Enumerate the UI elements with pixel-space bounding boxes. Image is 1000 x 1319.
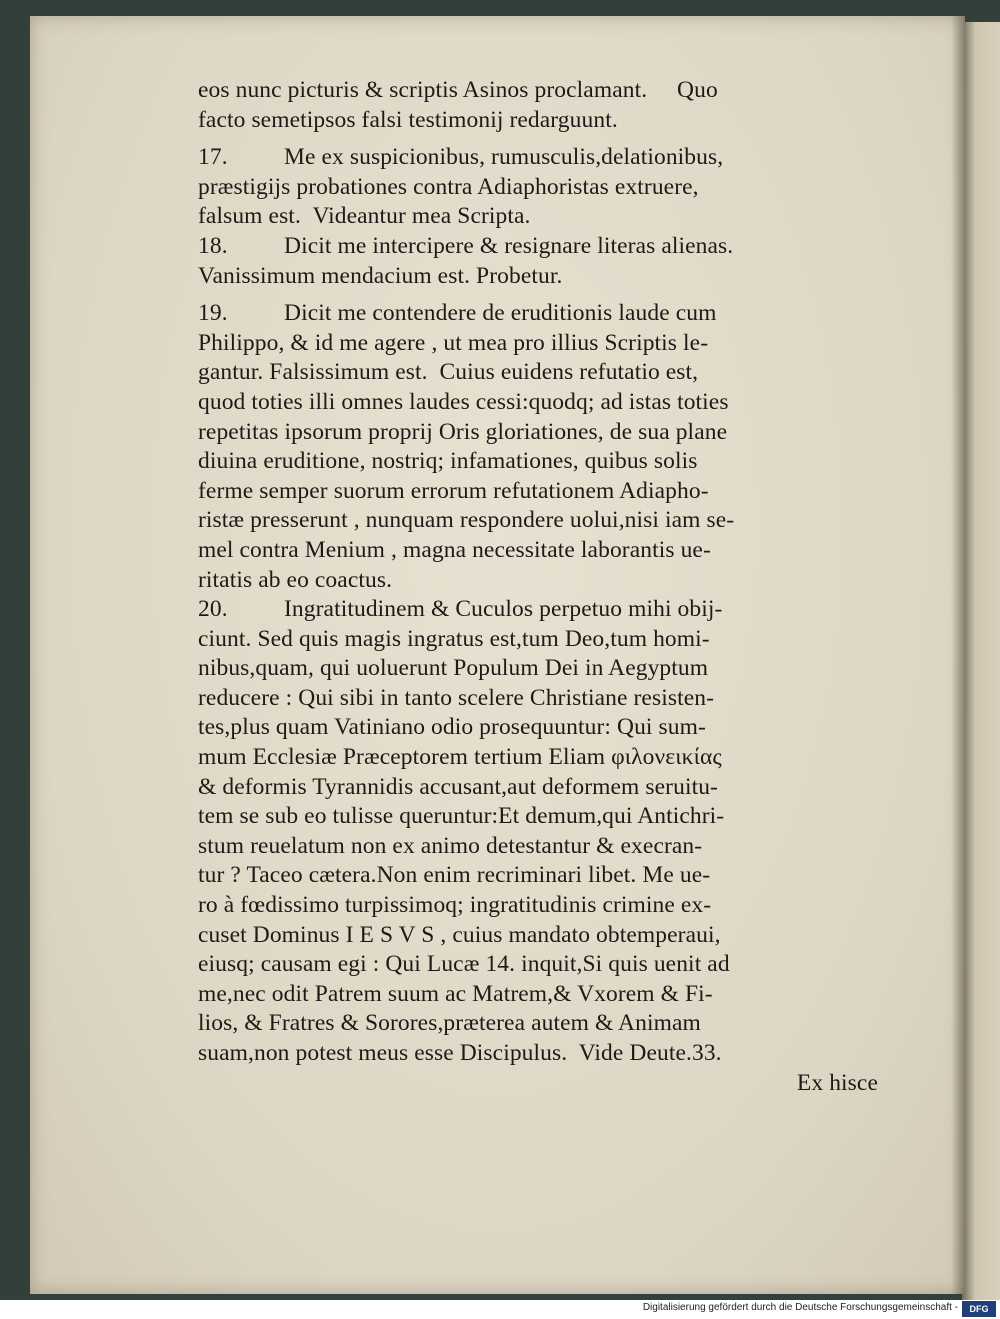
line-text: stum reuelatum non ex animo detestantur & execran- [198,832,703,859]
text-line [198,950,878,980]
text-line [198,76,878,106]
line-text: diuina eruditione, nostriq; infamationes, quibus solis [198,448,698,475]
line-text: Me ex suspicionibus, rumusculis,delationibus, [284,144,724,171]
text-line [198,802,878,832]
line-text: ciunt. Sed quis magis ingratus est,tum Deo,tum homi- [198,625,710,652]
text-line [198,566,878,596]
text-line [198,143,878,173]
line-text: tur ? Taceo cætera.Non enim recriminari libet. Me ue- [198,862,711,889]
line-text: præstigijs probationes contra Adiaphoristas extruere, [198,173,699,200]
text-line [198,202,878,232]
text-line [198,299,878,329]
text-line [198,773,878,803]
page-text [198,76,878,1098]
line-text: eiusq; causam egi : Qui Lucæ 14. inquit,Si quis uenit ad [198,951,730,978]
text-line [198,1009,878,1039]
text-line [198,832,878,862]
line-text: falsum est. Videantur mea Scripta. [198,203,531,230]
text-line [198,106,878,136]
line-text: ritatis ab eo coactus. [198,566,393,593]
line-text: gantur. Falsissimum est. Cuius euidens refutatio est, [198,359,699,386]
line-text: me,nec odit Patrem suum ac Matrem,& Vxorem & Fi- [198,980,713,1007]
text-line [198,232,878,262]
line-text: reducere : Qui sibi in tanto scelere Christiane resisten- [198,684,714,711]
line-text: & deformis Tyrannidis accusant,aut deformem seruitu- [198,773,718,800]
dfg-logo: DFG [962,1301,996,1317]
text-line [198,262,878,292]
text-line [198,684,878,714]
line-text: mum Ecclesiæ Præceptorem tertium Eliam φιλονεικίας [198,744,722,771]
text-line [198,506,878,536]
paragraph-number: 19. [198,300,228,327]
line-text: quod toties illi omnes laudes cessi:quodq; ad istas toties [198,388,729,415]
line-text: nibus,quam, qui uoluerunt Populum Dei in Aegyptum [198,655,709,682]
text-line [198,329,878,359]
line-text: Dicit me intercipere & resignare literas alienas. [284,232,734,259]
line-text: suam,non potest meus esse Discipulus. Vide Deute.33. [198,1040,722,1066]
text-line [198,654,878,684]
line-text: Vanissimum mendacium est. Probetur. [198,262,563,289]
line-text: Ingratitudinem & Cuculos perpetuo mihi obij- [284,596,723,623]
paragraph-number: 18. [198,232,228,259]
line-text: Dicit me contendere de eruditionis laude cum [284,300,717,327]
funding-notice: Digitalisierung gefördert durch die Deutsche Forschungsgemeinschaft - [642,1302,958,1313]
text-line [198,1039,878,1069]
text-line [198,891,878,921]
text-line [198,861,878,891]
line-text: ro à fœdissimo turpissimoq; ingratitudinis crimine ex- [198,892,712,919]
line-text: cuset Dominus I E S V S , cuius mandato obtemperaui, [198,921,721,948]
text-line [198,447,878,477]
line-text: tem se sub eo tulisse queruntur:Et demum,qui Antichri- [198,803,725,830]
text-line [198,388,878,418]
line-text: repetitas ipsorum proprij Oris gloriationes, de sua plane [198,418,728,445]
paragraph-number: 20. [198,596,228,623]
opposite-page-edge [962,22,1000,1312]
text-line [198,358,878,388]
text-line [198,173,878,203]
catchword: Ex hisce [796,1069,878,1096]
line-text: ristæ presserunt , nunquam respondere uolui,nisi iam se- [198,507,735,534]
line-text: mel contra Menium , magna necessitate laborantis ue- [198,536,711,563]
paragraph-number: 17. [198,144,228,171]
line-text: tes,plus quam Vatiniano odio prosequuntur: Qui sum- [198,714,706,741]
text-line [198,713,878,743]
text-line [198,921,878,951]
text-line [198,418,878,448]
text-line [198,980,878,1010]
line-text: ferme semper suorum errorum refutationem Adiapho- [198,477,709,504]
text-line [198,595,878,625]
text-line [198,536,878,566]
text-line [198,743,878,773]
line-text: eos nunc picturis & scriptis Asinos proclamant. Quo [198,77,718,103]
text-line [198,477,878,507]
book-page [30,16,965,1294]
line-text: lios, & Fratres & Sorores,præterea autem & Animam [198,1010,701,1037]
text-line [198,625,878,655]
page-gutter-shadow [951,16,965,1294]
line-text: Philippo, & id me agere , ut mea pro illius Scriptis le- [198,329,709,356]
line-text: facto semetipsos falsi testimonij redarguunt. [198,106,618,133]
